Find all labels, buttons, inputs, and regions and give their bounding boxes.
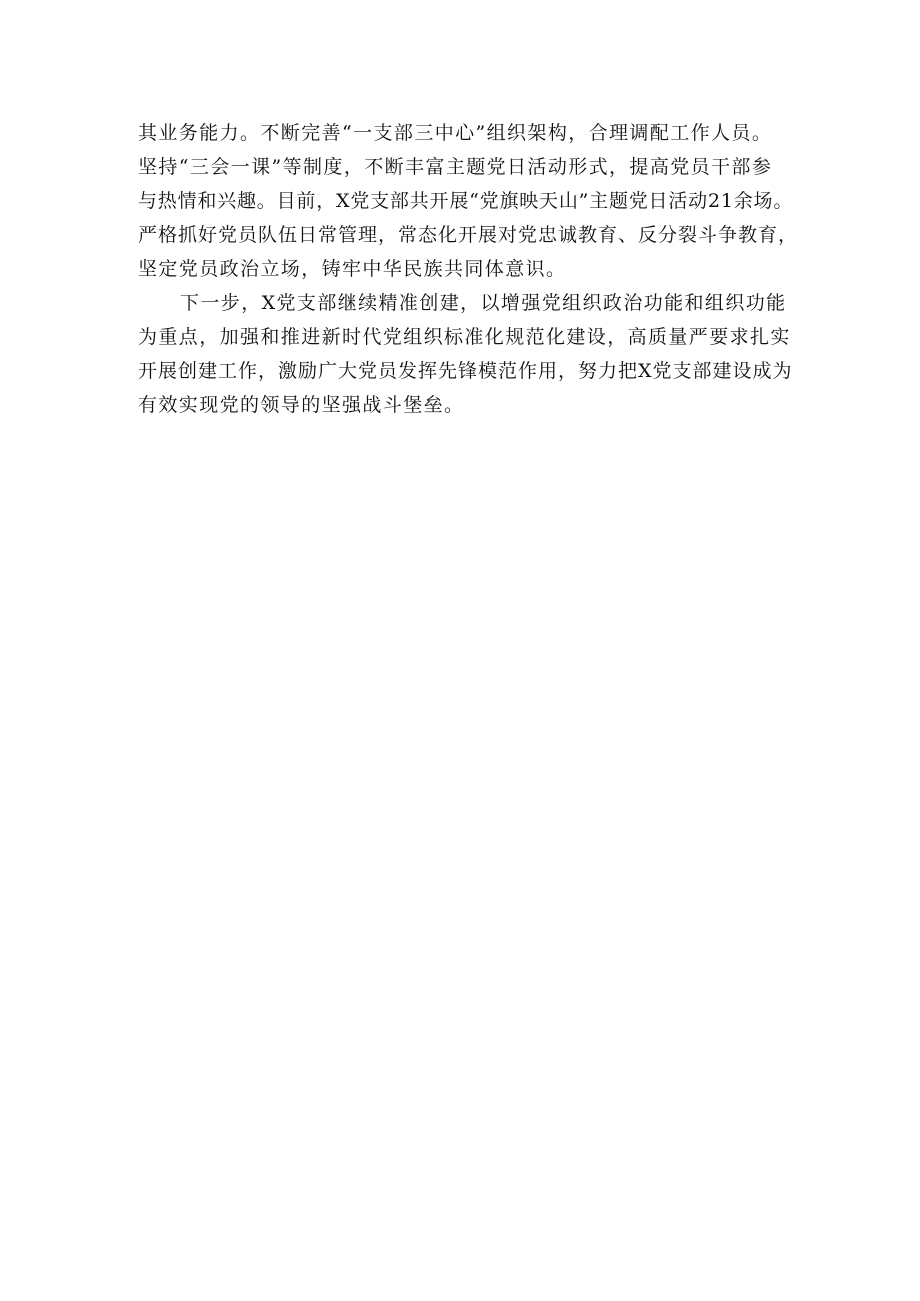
- paragraph-2: [138, 286, 798, 422]
- paragraph-1: [138, 116, 798, 286]
- text-line: 与热情和兴趣。目前，X党支部共开展“党旗映天山”主题党日活动21余场。: [138, 190, 794, 212]
- text-line: 严格抓好党员队伍日常管理，常态化开展对党忠诚教育、反分裂斗争教育，: [138, 224, 799, 246]
- text-line: 有效实现党的领导的坚强战斗堡垒。: [138, 394, 465, 416]
- text-line: 坚定党员政治立场，铸牢中华民族共同体意识。: [138, 258, 567, 280]
- text-line: 其业务能力。不断完善“一支部三中心”组织架构，合理调配工作人员。: [138, 122, 773, 144]
- text-line: 下一步，X党支部继续精准创建，以增强党组织政治功能和组织功能: [180, 292, 787, 314]
- text-line: 坚持“三会一课”等制度，不断丰富主题党日活动形式，提高党员干部参: [138, 156, 773, 178]
- text-line: 开展创建工作，激励广大党员发挥先锋模范作用，努力把X党支部建设成为: [138, 360, 793, 382]
- text-line: 为重点，加强和推进新时代党组织标准化规范化建设，高质量严要求扎实: [138, 326, 791, 348]
- document-body: [138, 116, 798, 422]
